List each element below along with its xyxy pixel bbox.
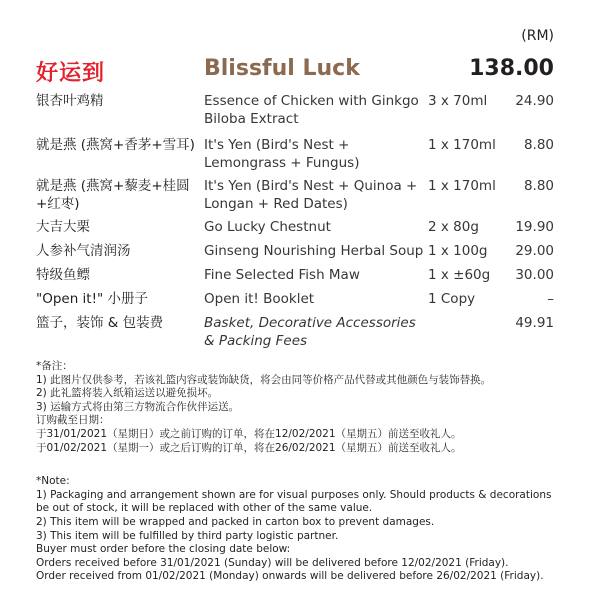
notes-cn-line: 订购截至日期： — [36, 414, 110, 427]
item-quantity: 1 Copy — [428, 291, 476, 307]
item-name-cn: 特级鱼鳔 — [36, 267, 90, 283]
item-name-cn: 篮子，装饰 & 包装费 — [36, 315, 164, 331]
notes-en-line: Buyer must order before the closing date below: — [36, 543, 291, 556]
notes-en-line: 1) Packaging and arrangement shown are for visual purposes only. Should products & decorations be out of stock, it will be replaced with other of the same value. — [36, 488, 552, 515]
list-item — [36, 177, 554, 218]
list-item — [36, 92, 554, 136]
item-price: 49.91 — [515, 315, 554, 331]
list-item — [36, 136, 554, 177]
notes-en-line: Order received from 01/02/2021 (Monday) onwards will be delivered before 26/02/2021 (Friday). — [36, 570, 544, 583]
item-name-cn: 就是燕 (燕窝+香茅+雪耳) — [36, 137, 195, 153]
item-name-en: Go Lucky Chestnut — [204, 219, 331, 235]
item-name-en: Fine Selected Fish Maw — [204, 267, 360, 283]
package-price: 138.00 — [469, 56, 554, 81]
notes-cn-line: 3) 运输方式将由第三方物流合作伙伴运送。 — [36, 400, 240, 413]
list-item — [36, 266, 554, 290]
item-name-en: It's Yen (Bird's Nest + Quinoa + Longan + Red Dates) — [204, 178, 418, 212]
item-list — [36, 92, 554, 354]
item-quantity: 2 x 80g — [428, 219, 479, 235]
item-quantity: 1 x ±60g — [428, 267, 491, 283]
list-item — [36, 314, 554, 354]
item-name-cn: "Open it!" 小册子 — [36, 291, 149, 307]
item-name-en: It's Yen (Bird's Nest + Lemongrass + Fungus) — [204, 137, 360, 171]
item-name-en: Open it! Booklet — [204, 291, 315, 307]
list-item — [36, 218, 554, 242]
item-price: 30.00 — [515, 267, 554, 283]
item-quantity: 3 x 70ml — [428, 93, 488, 109]
item-name-en: Basket, Decorative Accessories & Packing Fees — [204, 315, 416, 349]
currency-label: (RM) — [521, 28, 554, 44]
item-price: – — [547, 291, 554, 307]
notes-en-heading: *Note: — [36, 475, 70, 488]
item-price: 19.90 — [515, 219, 554, 235]
notes-en-line: Orders received before 31/01/2021 (Sunday) will be delivered before 12/02/2021 (Friday). — [36, 556, 509, 569]
item-quantity: 1 x 170ml — [428, 137, 496, 153]
notes-cn-line: 2) 此礼篮将装入纸箱运送以避免损坏。 — [36, 387, 219, 400]
item-quantity: 1 x 170ml — [428, 178, 496, 194]
package-name-en: Blissful Luck — [204, 56, 360, 81]
notes-cn-line: 于31/01/2021（星期日）或之前订购的订单，将在12/02/2021（星期五）前送至收礼人。 — [36, 427, 462, 440]
notes-cn-line: 于01/02/2021（星期一）或之后订购的订单，将在26/02/2021（星期五）前送至收礼人。 — [36, 441, 462, 454]
item-price: 24.90 — [515, 93, 554, 109]
list-item — [36, 290, 554, 314]
package-header — [36, 56, 554, 86]
notes-cn-line: 1) 此图片仅供参考，若该礼篮内容或装饰缺货，将会由同等价格产品代替或其他颜色与装饰替换。 — [36, 373, 492, 386]
item-name-en: Essence of Chicken with Ginkgo Biloba Extract — [204, 93, 419, 127]
notes-en-line: 2) This item will be wrapped and packed in carton box to prevent damages. — [36, 515, 435, 528]
item-price: 29.00 — [515, 243, 554, 259]
item-name-cn: 人参补气清润汤 — [36, 243, 131, 259]
package-name-cn: 好运到 — [36, 61, 106, 86]
notes-section — [36, 360, 566, 584]
list-item — [36, 242, 554, 266]
item-name-en: Ginseng Nourishing Herbal Soup — [204, 243, 424, 259]
item-quantity: 1 x 100g — [428, 243, 488, 259]
item-name-cn: 银杏叶鸡精 — [36, 93, 104, 109]
item-name-cn: 就是燕 (燕窝+藜麦+桂圆+红枣) — [36, 178, 190, 212]
notes-en-line: 3) This item will be fulfilled by third party logistic partner. — [36, 529, 339, 542]
item-name-cn: 大吉大栗 — [36, 219, 90, 235]
item-price: 8.80 — [523, 178, 554, 194]
notes-cn-heading: *备注： — [36, 360, 73, 372]
item-price: 8.80 — [523, 137, 554, 153]
